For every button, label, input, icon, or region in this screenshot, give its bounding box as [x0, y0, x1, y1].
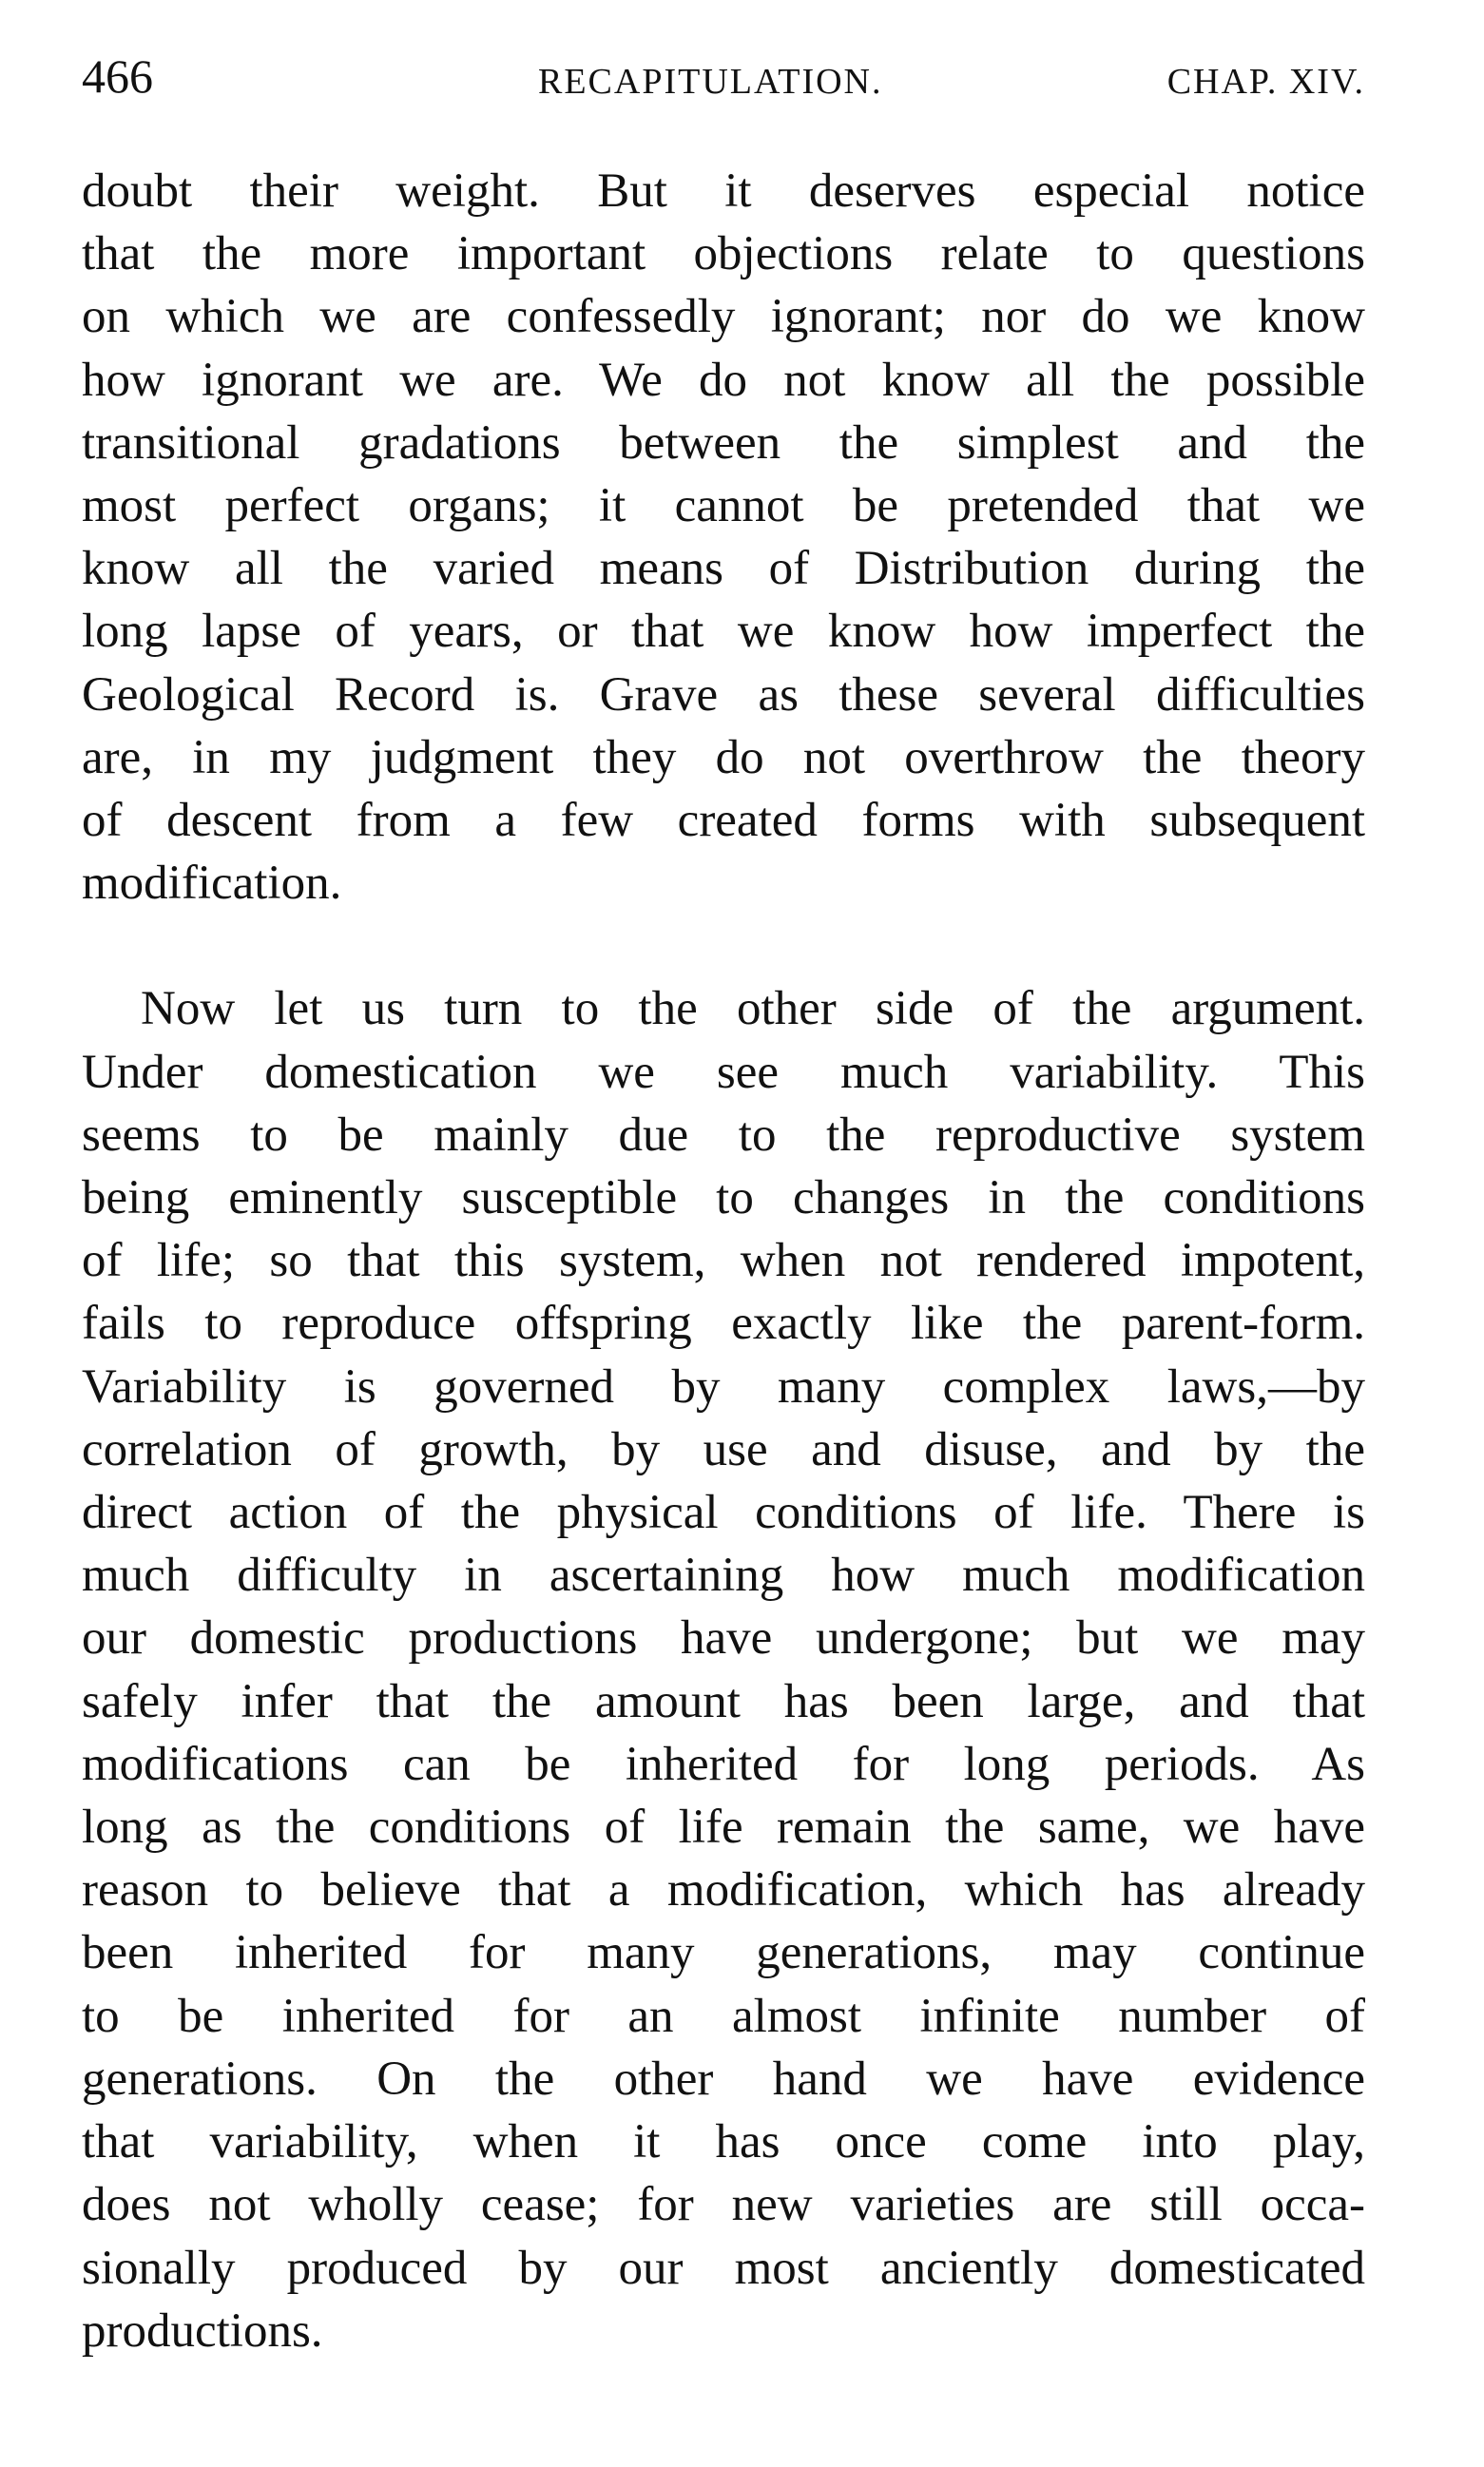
text-line: Geological Record is. Grave as these several difficulties — [82, 667, 1365, 722]
text-line: seems to be mainly due to the reproductive system — [82, 1108, 1365, 1162]
text-line: our domestic productions have undergone; but we may — [82, 1611, 1365, 1666]
paragraph-1 — [82, 160, 1365, 915]
text-line: Under domestication we see much variability. This — [82, 1045, 1365, 1099]
text-line: that the more important objections relate to questions — [82, 227, 1365, 281]
text-line: how ignorant we are. We do not know all the possible — [82, 353, 1365, 407]
body-text — [82, 160, 1365, 2362]
text-line: sionally produced by our most anciently domesticated — [82, 2241, 1365, 2295]
text-line: know all the varied means of Distribution during the — [82, 542, 1365, 596]
text-line: Variability is governed by many complex laws,—by — [82, 1359, 1365, 1414]
text-line: generations. On the other hand we have evidence — [82, 2052, 1365, 2106]
text-line: fails to reproduce offspring exactly like the parent-form. — [82, 1297, 1365, 1351]
paragraph-2 — [82, 977, 1365, 2361]
text-line: doubt their weight. But it deserves especial notice — [82, 164, 1365, 218]
text-line: Now let us turn to the other side of the argument. — [141, 982, 1365, 1036]
text-line: of life; so that this system, when not rendered impotent, — [82, 1234, 1365, 1288]
text-line: safely infer that the amount has been large, and that — [82, 1674, 1365, 1728]
chapter-reference: CHAP. XIV. — [1166, 62, 1365, 102]
text-line: productions. — [82, 2303, 323, 2358]
text-line: modifications can be inherited for long periods. As — [82, 1737, 1365, 1791]
text-line: of descent from a few created forms with subsequent — [82, 794, 1365, 848]
text-line: direct action of the physical conditions of life. There is — [82, 1486, 1365, 1540]
text-line: to be inherited for an almost infinite number of — [82, 1989, 1365, 2043]
text-line: transitional gradations between the simplest and the — [82, 415, 1365, 470]
text-line: being eminently susceptible to changes in the conditions — [82, 1171, 1365, 1225]
text-line: long lapse of years, or that we know how imperfect the — [82, 605, 1365, 659]
text-line: long as the conditions of life remain the same, we have — [82, 1801, 1365, 1855]
running-title: RECAPITULATION. — [538, 62, 883, 102]
text-line: reason to believe that a modification, which has already — [82, 1863, 1365, 1918]
text-line: that variability, when it has once come into play, — [82, 2115, 1365, 2169]
text-line: on which we are confessedly ignorant; nor do we know — [82, 290, 1365, 344]
text-line: been inherited for many generations, may continue — [82, 1926, 1365, 1980]
text-line: modification. — [82, 857, 342, 911]
text-line: correlation of growth, by use and disuse, and by the — [82, 1422, 1365, 1476]
page-number: 466 — [82, 49, 153, 103]
text-line: are, in my judgment they do not overthrow the theory — [82, 730, 1365, 784]
page-header — [82, 38, 1365, 114]
text-line: most perfect organs; it cannot be pretended that we — [82, 479, 1365, 533]
text-line: much difficulty in ascertaining how much modification — [82, 1549, 1365, 1603]
text-line: does not wholly cease; for new varieties are still occa- — [82, 2178, 1365, 2232]
